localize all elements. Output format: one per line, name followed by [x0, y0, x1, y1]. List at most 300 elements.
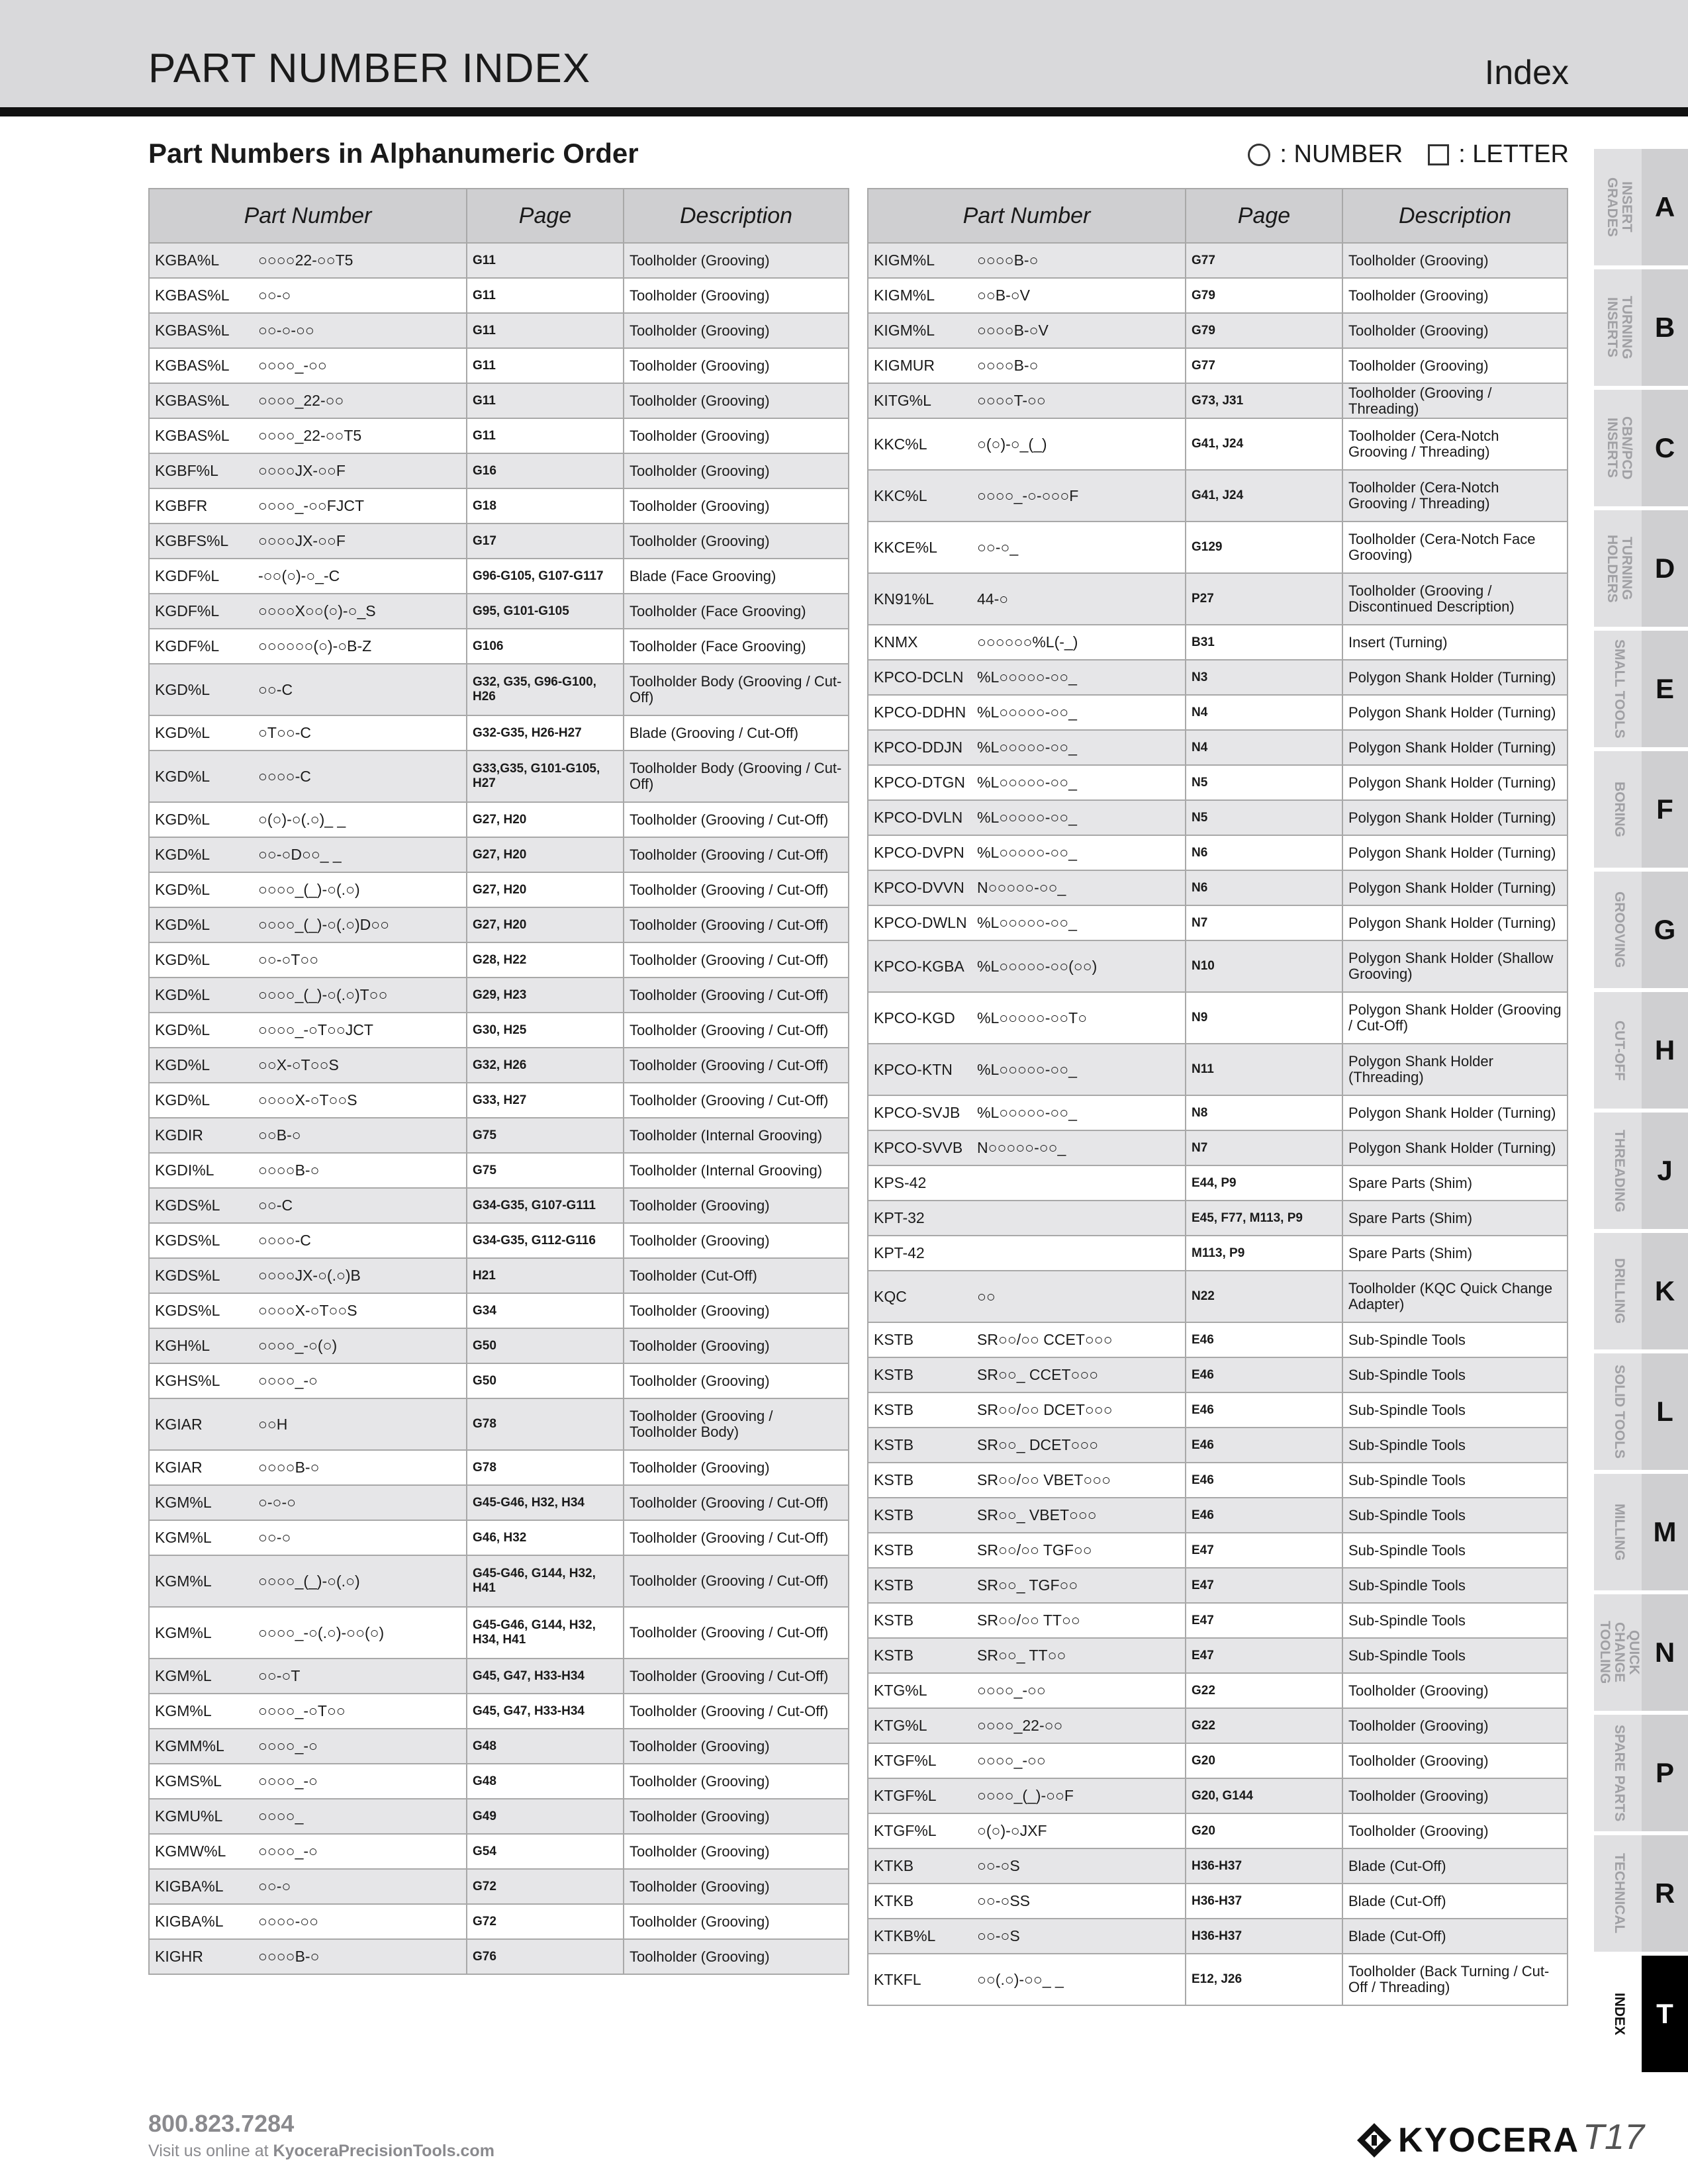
part-number-cell	[149, 418, 467, 453]
table-row	[868, 1813, 1568, 1848]
part-prefix: KGD%L	[155, 724, 211, 741]
tab-n[interactable]	[1594, 1594, 1688, 1715]
table-row	[149, 802, 849, 837]
part-number-cell	[149, 1450, 467, 1485]
part-prefix: KGDS%L	[155, 1232, 220, 1249]
description-cell: Spare Parts (Shim)	[1342, 1201, 1568, 1236]
table-row	[868, 383, 1568, 418]
part-prefix: KGD%L	[155, 811, 211, 828]
description-cell: Sub-Spindle Tools	[1342, 1533, 1568, 1568]
page-ref-cell: G45-G46, G144, H32, H41	[467, 1555, 624, 1607]
description-cell: Toolholder (Grooving / Cut-Off)	[624, 802, 849, 837]
table-row	[868, 1568, 1568, 1603]
part-code: ○○○○_-○	[258, 1737, 318, 1754]
index-table-left	[148, 188, 849, 1975]
table-row	[149, 594, 849, 629]
page-ref-cell: E47	[1186, 1533, 1342, 1568]
part-prefix: KGIAR	[155, 1459, 203, 1476]
description-cell: Toolholder (Grooving / Cut-Off)	[624, 872, 849, 907]
description-cell: Blade (Cut-Off)	[1342, 1848, 1568, 1884]
part-number-cell	[868, 1638, 1186, 1673]
page-ref-cell: N7	[1186, 1130, 1342, 1165]
page-ref-cell: E45, F77, M113, P9	[1186, 1201, 1342, 1236]
part-code: ○○○○_-○(.○)-○○(○)	[258, 1623, 385, 1641]
description-cell: Sub-Spindle Tools	[1342, 1568, 1568, 1603]
description-cell: Sub-Spindle Tools	[1342, 1463, 1568, 1498]
description-cell: Blade (Face Grooving)	[624, 559, 849, 594]
description-cell: Toolholder (Grooving)	[624, 348, 849, 383]
part-number-cell	[149, 559, 467, 594]
page-ref-cell: G11	[467, 383, 624, 418]
part-prefix: KPCO-DWLN	[874, 914, 967, 931]
page-ref-cell: N8	[1186, 1095, 1342, 1130]
part-number-cell	[149, 1764, 467, 1799]
page-ref-cell: M113, P9	[1186, 1236, 1342, 1271]
tab-letter: M	[1642, 1474, 1688, 1590]
tab-l[interactable]	[1594, 1353, 1688, 1474]
tab-a[interactable]	[1594, 149, 1688, 269]
page-ref-cell: G22	[1186, 1673, 1342, 1708]
part-prefix: KGD%L	[155, 1091, 211, 1109]
page-ref-cell: G20	[1186, 1813, 1342, 1848]
page-ref-cell: N10	[1186, 940, 1342, 992]
page-ref-cell: G45, G47, H33-H34	[467, 1694, 624, 1729]
table-row	[868, 1130, 1568, 1165]
table-row	[149, 1607, 849, 1659]
table-row	[868, 243, 1568, 278]
page-ref-cell: G96-G105, G107-G117	[467, 559, 624, 594]
page-ref-cell: G45-G46, H32, H34	[467, 1485, 624, 1520]
tab-h[interactable]	[1594, 992, 1688, 1113]
description-cell: Toolholder (Grooving)	[624, 313, 849, 348]
table-row	[149, 872, 849, 907]
part-prefix: KKCE%L	[874, 538, 937, 556]
part-code: ○○○○B-○	[977, 251, 1039, 269]
table-row	[149, 278, 849, 313]
tab-label: GROOVING	[1612, 891, 1627, 968]
description-cell: Spare Parts (Shim)	[1342, 1165, 1568, 1201]
tab-r[interactable]	[1594, 1835, 1688, 1956]
part-prefix: KGMM%L	[155, 1737, 224, 1754]
part-number-cell	[868, 992, 1186, 1044]
table-row	[868, 522, 1568, 573]
part-code: ○○○○_-○	[258, 1772, 318, 1790]
table-row	[149, 1764, 849, 1799]
page-ref-cell: G17	[467, 523, 624, 559]
tab-p[interactable]	[1594, 1715, 1688, 1835]
table-row	[868, 1743, 1568, 1778]
description-cell: Toolholder (Internal Grooving)	[624, 1153, 849, 1188]
page-ref-cell: E46	[1186, 1357, 1342, 1392]
part-prefix: KGD%L	[155, 767, 211, 785]
part-code: ○○○○X-○T○○S	[258, 1302, 357, 1319]
table-row	[149, 837, 849, 872]
part-prefix: KPT-32	[874, 1209, 925, 1226]
description-cell: Toolholder Body (Grooving / Cut-Off)	[624, 751, 849, 802]
description-cell: Blade (Grooving / Cut-Off)	[624, 715, 849, 751]
part-code: ○○○○_22-○○T5	[258, 427, 362, 444]
page-ref-cell: G50	[467, 1363, 624, 1398]
part-number-cell	[149, 802, 467, 837]
tab-j[interactable]	[1594, 1113, 1688, 1233]
page-ref-cell: N6	[1186, 835, 1342, 870]
part-number-cell	[868, 730, 1186, 765]
part-prefix: KN91%L	[874, 590, 934, 608]
part-number-cell	[149, 715, 467, 751]
part-number-cell	[149, 383, 467, 418]
part-code: ○○○○B-○	[258, 1161, 320, 1179]
part-code: ○○○○B-○V	[977, 322, 1049, 339]
part-number-cell	[149, 1799, 467, 1834]
page-ref-cell: G75	[467, 1118, 624, 1153]
part-code: ○○○○X-○T○○S	[258, 1091, 357, 1109]
part-number-cell	[868, 1708, 1186, 1743]
part-number-cell	[149, 453, 467, 488]
col-header-desc: Description	[1342, 189, 1568, 243]
part-code: SR○○/○○ TT○○	[977, 1612, 1080, 1629]
part-prefix: KPCO-DTGN	[874, 774, 965, 791]
tab-m[interactable]	[1594, 1474, 1688, 1594]
description-cell: Toolholder (Grooving)	[624, 488, 849, 523]
part-number-cell	[868, 1201, 1186, 1236]
table-row	[149, 453, 849, 488]
table-row	[149, 715, 849, 751]
part-number-cell	[868, 1095, 1186, 1130]
part-code: SR○○_ TT○○	[977, 1647, 1066, 1664]
part-prefix: KGD%L	[155, 846, 211, 863]
description-cell: Sub-Spindle Tools	[1342, 1428, 1568, 1463]
part-code: SR○○/○○ CCET○○○	[977, 1331, 1113, 1348]
table-row	[868, 625, 1568, 660]
description-cell: Toolholder (Cut-Off)	[624, 1258, 849, 1293]
table-row	[149, 1153, 849, 1188]
page-ref-cell: G30, H25	[467, 1013, 624, 1048]
table-row	[868, 1201, 1568, 1236]
part-prefix: KIGBA%L	[155, 1913, 224, 1930]
description-cell: Toolholder (Grooving / Cut-Off)	[624, 1694, 849, 1729]
page-ref-cell: N6	[1186, 870, 1342, 905]
table-row	[149, 1834, 849, 1869]
part-number-cell	[149, 629, 467, 664]
part-number-cell	[868, 1603, 1186, 1638]
tab-d[interactable]	[1594, 510, 1688, 631]
col-header-part: Part Number	[868, 189, 1186, 243]
description-cell: Toolholder (Grooving)	[1342, 278, 1568, 313]
part-code: -○○(○)-○_-C	[258, 567, 340, 584]
description-cell: Sub-Spindle Tools	[1342, 1498, 1568, 1533]
part-code: ○○○○_22-○○	[258, 392, 344, 409]
part-code: SR○○_ CCET○○○	[977, 1366, 1099, 1383]
page-ref-cell: N11	[1186, 1044, 1342, 1095]
part-number-cell	[149, 1153, 467, 1188]
description-cell: Toolholder (Grooving)	[624, 1939, 849, 1974]
part-prefix: KSTB	[874, 1471, 914, 1488]
page-ref-cell: H36-H37	[1186, 1919, 1342, 1954]
tab-e[interactable]	[1594, 631, 1688, 751]
part-prefix: KGDF%L	[155, 637, 220, 655]
part-prefix: KGBF%L	[155, 462, 218, 479]
part-prefix: KSTB	[874, 1647, 914, 1664]
table-row	[149, 418, 849, 453]
tab-letter: E	[1642, 631, 1688, 747]
description-cell: Toolholder (Internal Grooving)	[624, 1118, 849, 1153]
legend-number: : NUMBER	[1280, 140, 1403, 168]
part-code: ○○○○-C	[258, 1232, 311, 1249]
part-number-cell	[149, 1869, 467, 1904]
part-number-cell	[868, 1533, 1186, 1568]
tab-label: SPARE PARTS	[1612, 1724, 1627, 1822]
description-cell: Sub-Spindle Tools	[1342, 1638, 1568, 1673]
part-number-cell	[149, 1258, 467, 1293]
description-cell: Polygon Shank Holder (Turning)	[1342, 1095, 1568, 1130]
part-code: ○T○○-C	[258, 724, 311, 741]
part-code: ○○○○_(_)-○(.○)T○○	[258, 986, 388, 1003]
table-row	[149, 383, 849, 418]
part-prefix: KTG%L	[874, 1717, 927, 1734]
part-number-cell	[868, 1813, 1186, 1848]
tab-f[interactable]	[1594, 751, 1688, 872]
page-ref-cell: G11	[467, 278, 624, 313]
table-row	[149, 1118, 849, 1153]
description-cell: Toolholder (Grooving / Cut-Off)	[624, 907, 849, 942]
table-row	[149, 1555, 849, 1607]
description-cell: Toolholder (Grooving)	[624, 1904, 849, 1939]
part-code: ○○○○_-○-○○○F	[977, 486, 1079, 504]
description-cell: Toolholder (Cera-Notch Grooving / Threading)	[1342, 418, 1568, 470]
part-prefix: KGBFR	[155, 497, 208, 514]
part-number-cell	[149, 1485, 467, 1520]
part-prefix: KSTB	[874, 1612, 914, 1629]
tab-letter: A	[1642, 149, 1688, 265]
table-row	[868, 1954, 1568, 2005]
description-cell: Toolholder (Grooving)	[624, 1764, 849, 1799]
table-row	[868, 1603, 1568, 1638]
page-ref-cell: G27, H20	[467, 907, 624, 942]
description-cell: Toolholder (Grooving / Cut-Off)	[624, 942, 849, 978]
page-ref-cell: G29, H23	[467, 978, 624, 1013]
tab-b[interactable]	[1594, 269, 1688, 390]
table-row	[149, 1223, 849, 1258]
part-code: ○○H	[258, 1415, 288, 1433]
description-cell: Toolholder (Grooving)	[624, 1869, 849, 1904]
part-prefix: KPCO-DVVN	[874, 879, 964, 896]
part-code: SR○○/○○ VBET○○○	[977, 1471, 1111, 1488]
tab-c[interactable]	[1594, 390, 1688, 510]
page-ref-cell: G95, G101-G105	[467, 594, 624, 629]
page-ref-cell: H36-H37	[1186, 1884, 1342, 1919]
description-cell: Toolholder (Grooving)	[624, 1328, 849, 1363]
description-cell: Toolholder (Grooving)	[624, 278, 849, 313]
description-cell: Polygon Shank Holder (Turning)	[1342, 835, 1568, 870]
part-prefix: KIGM%L	[874, 322, 935, 339]
table-row	[868, 1392, 1568, 1428]
page-ref-cell: G72	[467, 1869, 624, 1904]
part-prefix: KSTB	[874, 1576, 914, 1594]
part-prefix: KIGMUR	[874, 357, 935, 374]
description-cell: Toolholder (Grooving / Cut-Off)	[624, 1520, 849, 1555]
description-cell: Toolholder (Grooving)	[624, 1293, 849, 1328]
description-cell: Toolholder (Grooving)	[1342, 1673, 1568, 1708]
part-code: ○○○○-C	[258, 767, 311, 785]
page-ref-cell: G77	[1186, 348, 1342, 383]
part-prefix: KPCO-KGD	[874, 1009, 955, 1026]
description-cell: Toolholder (Grooving / Cut-Off)	[624, 1659, 849, 1694]
description-cell: Polygon Shank Holder (Turning)	[1342, 695, 1568, 730]
description-cell: Toolholder (Grooving)	[1342, 348, 1568, 383]
page-ref-cell: G16	[467, 453, 624, 488]
part-number-cell	[868, 418, 1186, 470]
part-prefix: KPCO-DDHN	[874, 704, 966, 721]
part-number-cell	[868, 1568, 1186, 1603]
part-code: ○○○○22-○○T5	[258, 251, 353, 269]
part-prefix: KGBAS%L	[155, 427, 230, 444]
table-row	[868, 573, 1568, 625]
part-prefix: KTKFL	[874, 1970, 921, 1988]
description-cell: Polygon Shank Holder (Shallow Grooving)	[1342, 940, 1568, 992]
part-number-cell	[868, 313, 1186, 348]
part-prefix: KPCO-SVJB	[874, 1104, 961, 1121]
part-prefix: KPT-42	[874, 1244, 925, 1261]
page-ref-cell: E46	[1186, 1463, 1342, 1498]
part-prefix: KSTB	[874, 1401, 914, 1418]
page-ref-cell: G48	[467, 1764, 624, 1799]
description-cell: Toolholder (Cera-Notch Grooving / Threading)	[1342, 470, 1568, 522]
kyocera-logo	[1356, 2120, 1579, 2160]
table-row	[149, 1729, 849, 1764]
table-row	[149, 1450, 849, 1485]
table-row	[149, 942, 849, 978]
tab-k[interactable]	[1594, 1233, 1688, 1353]
part-number-cell	[868, 243, 1186, 278]
table-row	[868, 1919, 1568, 1954]
part-prefix: KTGF%L	[874, 1822, 937, 1839]
part-code: SR○○_ TGF○○	[977, 1576, 1078, 1594]
part-number-cell	[868, 660, 1186, 695]
table-row	[149, 523, 849, 559]
part-code: %L○○○○○-○○_	[977, 739, 1077, 756]
tab-label: CBN/PCD INSERTS	[1605, 416, 1634, 480]
part-prefix: KPS-42	[874, 1174, 927, 1191]
part-prefix: KGD%L	[155, 1056, 211, 1073]
tab-g[interactable]	[1594, 872, 1688, 992]
description-cell: Toolholder Body (Grooving / Cut-Off)	[624, 664, 849, 715]
part-prefix: KIGBA%L	[155, 1878, 224, 1895]
part-code: ○○○○JX-○(.○)B	[258, 1267, 361, 1284]
page-ref-cell: G77	[1186, 243, 1342, 278]
tab-letter: H	[1642, 992, 1688, 1109]
table-row	[149, 559, 849, 594]
table-row	[149, 1799, 849, 1834]
col-header-page: Page	[1186, 189, 1342, 243]
website-link[interactable]: KyoceraPrecisionTools.com	[273, 2142, 494, 2160]
visit-line	[148, 2142, 494, 2161]
description-cell: Insert (Turning)	[1342, 625, 1568, 660]
page-ref-cell: G78	[467, 1450, 624, 1485]
table-row	[868, 1236, 1568, 1271]
tab-letter: G	[1642, 872, 1688, 988]
table-row	[149, 1328, 849, 1363]
tab-t[interactable]	[1594, 1956, 1688, 2076]
part-code: ○○○○T-○○	[977, 392, 1046, 409]
page-ref-cell: G41, J24	[1186, 470, 1342, 522]
part-number-cell	[149, 1363, 467, 1398]
tab-label: INSERT GRADES	[1605, 177, 1634, 237]
part-code: ○○○○B-○	[977, 357, 1039, 374]
part-number-cell	[149, 278, 467, 313]
description-cell: Toolholder (Face Grooving)	[624, 629, 849, 664]
part-number-cell	[868, 1165, 1186, 1201]
table-row	[868, 1708, 1568, 1743]
part-prefix: KGDI%L	[155, 1161, 214, 1179]
tab-label: THREADING	[1612, 1129, 1627, 1212]
description-cell: Toolholder (Grooving)	[624, 1363, 849, 1398]
part-number-cell	[149, 313, 467, 348]
description-cell: Polygon Shank Holder (Turning)	[1342, 870, 1568, 905]
page-ref-cell: E47	[1186, 1638, 1342, 1673]
part-code: ○○-○	[258, 1878, 291, 1895]
part-number-cell	[149, 1118, 467, 1153]
description-cell: Toolholder (Grooving)	[624, 1799, 849, 1834]
page-ref-cell: E12, J26	[1186, 1954, 1342, 2005]
table-row	[149, 1520, 849, 1555]
part-code: ○○○○_(_)-○(.○)	[258, 1572, 360, 1590]
table-row	[868, 1271, 1568, 1322]
description-cell: Toolholder (Grooving / Cut-Off)	[624, 1555, 849, 1607]
description-cell: Sub-Spindle Tools	[1342, 1357, 1568, 1392]
table-row	[149, 1694, 849, 1729]
part-code: %L○○○○○-○○_	[977, 704, 1077, 721]
description-cell: Toolholder (KQC Quick Change Adapter)	[1342, 1271, 1568, 1322]
page-ref-cell: G45-G46, G144, H32, H34, H41	[467, 1607, 624, 1659]
tab-label: TECHNICAL	[1612, 1853, 1627, 1934]
part-number-cell	[868, 1271, 1186, 1322]
part-code: SR○○_ DCET○○○	[977, 1436, 1099, 1453]
part-number-cell	[868, 470, 1186, 522]
table-row	[868, 992, 1568, 1044]
page-ref-cell: G75	[467, 1153, 624, 1188]
part-prefix: KPCO-DVPN	[874, 844, 964, 861]
part-number-cell	[149, 942, 467, 978]
description-cell: Spare Parts (Shim)	[1342, 1236, 1568, 1271]
page-ref-cell: G18	[467, 488, 624, 523]
part-code: ○○○○_22-○○	[977, 1717, 1063, 1734]
table-row	[868, 730, 1568, 765]
part-prefix: KGBA%L	[155, 251, 220, 269]
part-prefix: KKC%L	[874, 435, 927, 453]
part-code: %L○○○○○-○○_	[977, 809, 1077, 826]
page-ref-cell: G22	[1186, 1708, 1342, 1743]
table-row	[868, 660, 1568, 695]
table-row	[868, 1095, 1568, 1130]
table-row	[868, 470, 1568, 522]
part-code: ○○-○T	[258, 1667, 301, 1684]
description-cell: Toolholder (Grooving / Cut-Off)	[624, 837, 849, 872]
description-cell: Toolholder (Grooving)	[1342, 313, 1568, 348]
part-number-cell	[868, 835, 1186, 870]
part-code: SR○○_ VBET○○○	[977, 1506, 1097, 1524]
table-row	[149, 348, 849, 383]
page-ref-cell: G32, H26	[467, 1048, 624, 1083]
part-code: ○○○○_(_)-○(.○)	[258, 881, 360, 898]
tab-label: TURNING INSERTS	[1605, 296, 1634, 359]
part-code: ○○○○X○○(○)-○_S	[258, 602, 376, 619]
part-number-cell	[868, 1392, 1186, 1428]
part-number-cell	[149, 1659, 467, 1694]
part-prefix: KPCO-KGBA	[874, 957, 964, 975]
description-cell: Toolholder (Grooving / Cut-Off)	[624, 1048, 849, 1083]
page-ref-cell: N4	[1186, 695, 1342, 730]
table-row	[868, 870, 1568, 905]
